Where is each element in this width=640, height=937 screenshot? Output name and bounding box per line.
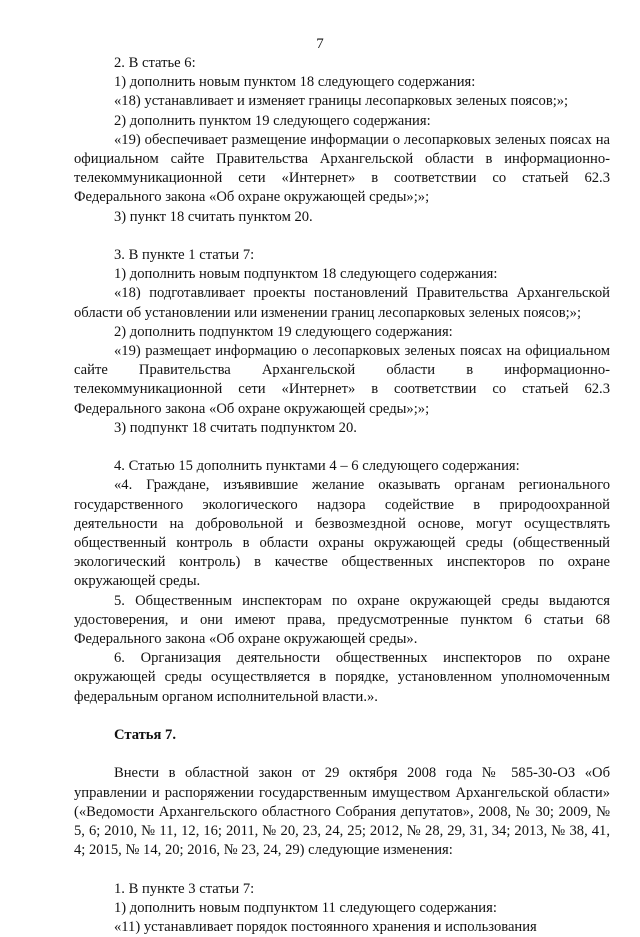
blank-line — [74, 438, 610, 457]
paragraph: 3) подпункт 18 считать подпунктом 20. — [114, 419, 357, 436]
blank-line — [74, 707, 610, 726]
paragraph: 1) дополнить новым подпунктом 11 следующего содержания: — [114, 899, 497, 916]
document-body — [74, 54, 610, 937]
paragraph: «19) размещает информацию о лесопарковых зеленых поясах на официальном сайте Правительства Архангельской области в информационно-телекоммуникационной сети «Интернет» в соответствии со статьей 62.3 Федерального закона «Об охране окружающей среды»;»; — [74, 343, 610, 417]
paragraph: «18) подготавливает проекты постановлений Правительства Архангельской области об установлении или изменении границ лесопарковых зеленых поясов;»; — [74, 285, 610, 321]
page-number: 7 — [316, 36, 324, 52]
blank-line — [74, 227, 610, 246]
paragraph: 6. Организация деятельности общественных инспекторов по охране окружающей среды осуществляется в порядке, установленном уполномоченным федеральным органом исполнительной власти.». — [74, 650, 610, 705]
paragraph-article7-intro: 3. В пункте 1 статьи 7: — [114, 247, 255, 264]
paragraph: 2) дополнить подпунктом 19 следующего содержания: — [114, 323, 453, 340]
paragraph: 5. Общественным инспекторам по охране окружающей среды выдаются удостоверения, и они имеют права, предусмотренные пунктом 6 статьи 68 Федерального закона «Об охране окружающей среды». — [74, 592, 610, 648]
paragraph: Внести в областной закон от 29 октября 2008 года № 585-30-ОЗ «Об управлении и распоряжении государственным имуществом Архангельской области» («Ведомости Архангельского областного Собрания депутатов», 2008, № 30; 2009, № 5, 6; 2010, № 11, 12, 16; 2011, № 20, 23, 24, 25; 2012, № 28, 29, 31, 34; 2013, № 38, 41, 4; 2015, № 14, 20; 2016, № 23, 24, 29) следующие изменения: — [74, 765, 610, 859]
paragraph: 2) дополнить пунктом 19 следующего содержания: — [114, 112, 431, 129]
paragraph: 1) дополнить новым подпунктом 18 следующего содержания: — [114, 266, 498, 283]
paragraph: «11) устанавливает порядок постоянного хранения и использования — [114, 919, 537, 936]
paragraph: «19) обеспечивает размещение информации о лесопарковых зеленых поясах на официальном сайте Правительства Архангельской области в информационно-телекоммуникационной сети «Интернет» в соответствии со статьей 62.3 Федерального закона «Об охране окружающей среды»;»; — [74, 131, 610, 206]
blank-line — [74, 860, 610, 879]
paragraph-article15-intro: 4. Статью 15 дополнить пунктами 4 – 6 следующего содержания: — [114, 458, 520, 475]
paragraph: «4. Граждане, изъявившие желание оказывать органам регионального государственного экологического надзора содействие в природоохранной деятельности на добровольной и безвозмездной основе, могут осуществлять общественный контроль в области охраны окружающей среды (общественный экологический контроль) в качестве общественных инспекторов по охране окружающей среды. — [74, 477, 610, 590]
blank-line — [74, 745, 610, 764]
paragraph: 1) дополнить новым пунктом 18 следующего содержания: — [114, 74, 476, 91]
paragraph: 3) пункт 18 считать пунктом 20. — [114, 208, 313, 225]
paragraph: «18) устанавливает и изменяет границы лесопарковых зеленых поясов;»; — [114, 93, 569, 110]
section-heading: Статья 7. — [114, 727, 176, 744]
paragraph: 1. В пункте 3 статьи 7: — [114, 880, 255, 897]
paragraph-article6-intro: 2. В статье 6: — [114, 55, 196, 71]
